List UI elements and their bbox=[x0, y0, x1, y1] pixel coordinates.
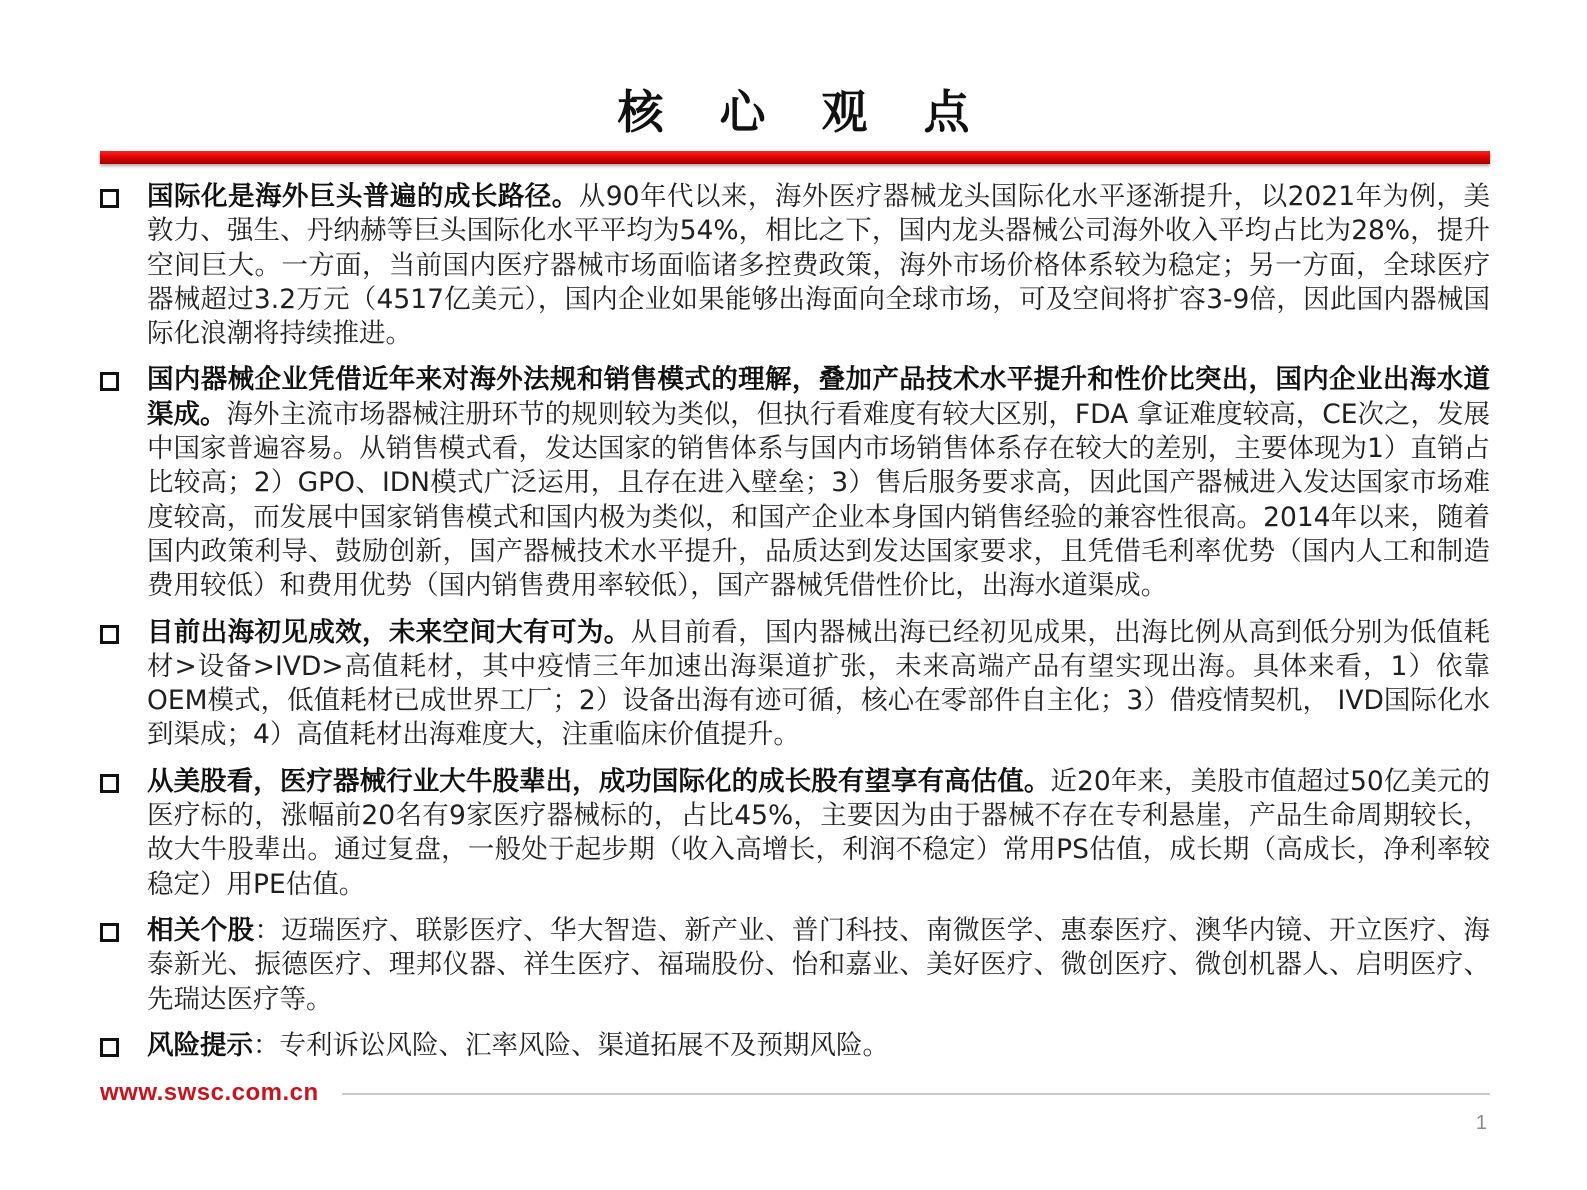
key-point-lead: 目前出海初见成效，未来空间大有可为。 bbox=[147, 616, 631, 648]
key-point-lead: 风险提示 bbox=[147, 1029, 253, 1061]
key-point-lead: 相关个股 bbox=[147, 914, 255, 946]
key-point-body: 近20年来，美股市值超过50亿美元的医疗标的，涨幅前20名有9家医疗器械标的，占比45%，主要因为由于器械不存在专利悬崖，产品生命周期较长，故大牛股辈出。通过复盘，一般处于起步期（收入高增长，利润不稳定）常用PS估值，成长期（高成长，净利率较稳定）用PE估值。 bbox=[147, 765, 1490, 900]
key-point-body: ：迈瑞医疗、联影医疗、华大智造、新产业、普门科技、南微医学、惠泰医疗、澳华内镜、开立医疗、海泰新光、振德医疗、理邦仪器、祥生医疗、福瑞股份、怡和嘉业、美好医疗、微创医疗、微创机器人、启明医疗、先瑞达医疗等。 bbox=[147, 914, 1491, 1015]
key-point-body: 海外主流市场器械注册环节的规则较为类似，但执行看难度有较大区别，FDA 拿证难度较高，CE次之，发展中国家普遍容易。从销售模式看，发达国家的销售体系与国内市场销售体系存在较大的差别，主要体现为1）直销占比较高；2）GPO、IDN模式广泛运用，且存在进入壁垒；3）售后服务要求高，因此国产器械进入发达国家市场难度较高，而发展中国家销售模式和国内极为类似，和国产企业本身国内销售经验的兼容性很高。2014年以来，随着国内政策利导、鼓励创新，国产器械技术水平提升，品质达到发达国家要求，且凭借毛利率优势（国内人工和制造费用较低）和费用优势（国内销售费用率较低），国产器械凭借性价比，出海水道渠成。 bbox=[147, 398, 1491, 602]
footer-divider bbox=[342, 1093, 1490, 1095]
key-points-list bbox=[100, 180, 1490, 1063]
square-bullet-icon bbox=[100, 923, 119, 942]
key-point-item bbox=[100, 180, 1490, 351]
square-bullet-icon bbox=[100, 1038, 119, 1057]
key-point-body: 从90年代以来，海外医疗器械龙头国际化水平逐渐提升，以2021年为例，美敦力、强生、丹纳赫等巨头国际化水平平均为54%，相比之下，国内龙头器械公司海外收入平均占比为28%，提升空间巨大。一方面，当前国内医疗器械市场面临诸多控费政策，海外市场价格体系较为稳定；另一方面，全球医疗器械超过3.2万元（4517亿美元），国内企业如果能够出海面向全球市场，可及空间将扩容3-9倍，因此国内器械国际化浪潮将持续推进。 bbox=[147, 181, 1490, 350]
square-bullet-icon bbox=[100, 625, 119, 644]
square-bullet-icon bbox=[100, 774, 119, 793]
key-point-item bbox=[100, 363, 1490, 603]
key-point-lead: 从美股看，医疗器械行业大牛股辈出，成功国际化的成长股有望享有高估值。 bbox=[147, 765, 1051, 797]
title-divider-bar bbox=[100, 151, 1490, 164]
key-point-lead: 国际化是海外巨头普遍的成长路径。 bbox=[147, 181, 579, 212]
footer-website-link[interactable]: www.swsc.com.cn bbox=[100, 1079, 319, 1106]
square-bullet-icon bbox=[100, 372, 119, 391]
square-bullet-icon bbox=[100, 189, 119, 208]
key-point-lead: 国内器械企业凭借近年来对海外法规和销售模式的理解，叠加产品技术水平提升和性价比突出，国内企业出海水道渠成。 bbox=[147, 364, 1490, 430]
page-title: 核 心 观 点 bbox=[617, 85, 990, 139]
key-point-item bbox=[100, 616, 1490, 753]
key-point-body: ：专利诉讼风险、汇率风险、渠道拓展不及预期风险。 bbox=[253, 1029, 889, 1061]
key-point-item bbox=[100, 1029, 1490, 1063]
key-point-item bbox=[100, 765, 1490, 902]
key-point-body: 从目前看，国内器械出海已经初见成果，出海比例从高到低分别为低值耗材>设备>IVD>高值耗材，其中疫情三年加速出海渠道扩张，未来高端产品有望实现出海。具体来看，1）依靠OEM模式，低值耗材已成世界工厂；2）设备出海有迹可循，核心在零部件自主化；3）借疫情契机， IVD国际化水到渠成；4）高值耗材出海难度大，注重临床价值提升。 bbox=[147, 616, 1491, 751]
key-point-item bbox=[100, 914, 1490, 1017]
page-number: 1 bbox=[1475, 1112, 1487, 1134]
